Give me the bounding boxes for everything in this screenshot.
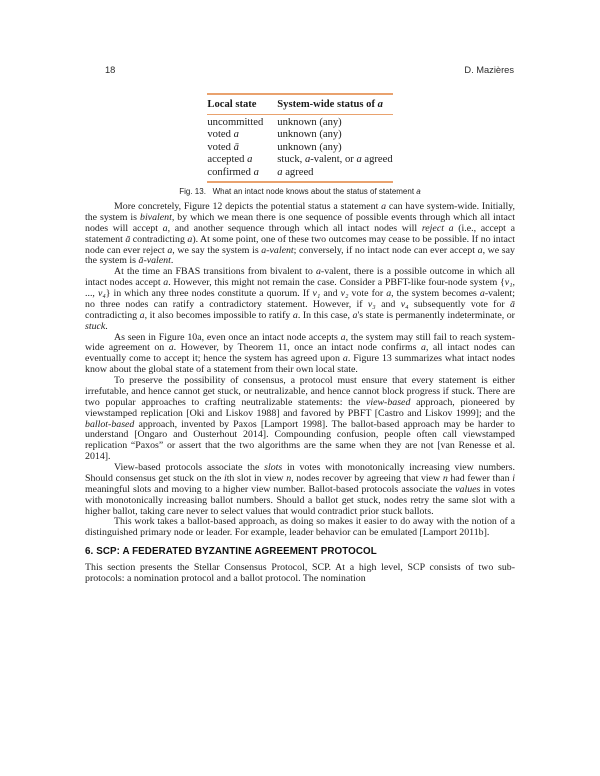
col-header-system-wide-status bbox=[277, 94, 392, 114]
text-segment: a bbox=[253, 166, 259, 178]
text-segment: a bbox=[315, 266, 321, 278]
text-segment: , the system becomes bbox=[391, 288, 480, 299]
text-segment: i bbox=[512, 472, 515, 484]
paragraph bbox=[85, 463, 515, 517]
text-segment: slots bbox=[264, 462, 283, 473]
text-segment: , and another sequence through which all intact nodes will bbox=[167, 222, 422, 234]
text-segment: a bbox=[477, 244, 483, 256]
text-segment: ; conversely, if no intact node can ever accept bbox=[293, 244, 478, 256]
table-row bbox=[207, 167, 392, 183]
text-segment: a bbox=[352, 309, 358, 321]
text-segment: th slot in view bbox=[226, 472, 287, 484]
text-segment: and bbox=[375, 298, 401, 310]
text-segment: a bbox=[416, 187, 421, 197]
table-cell bbox=[207, 114, 277, 129]
text-segment: a bbox=[479, 288, 485, 299]
text-segment: approach, invented by Paxos [Lamport 1998]. The ballot-based approach may be harder to understand [Ongaro and Ousterhout 2014]. Compounding confusion, people often call viewstamped replication “Paxos” or assert that the two algorithms are the same when they are not [van Renesse et al. 2014]. bbox=[85, 418, 515, 463]
text-segment: System-wide status of bbox=[277, 99, 378, 110]
table-cell bbox=[277, 129, 392, 142]
text-segment: More concretely, Figure 12 depicts the potential status a statement bbox=[114, 201, 382, 212]
running-author: D. Mazières bbox=[464, 65, 514, 75]
text-segment: n bbox=[442, 472, 448, 484]
text-segment: vote for bbox=[348, 288, 387, 299]
col-header-local-state bbox=[207, 94, 277, 114]
text-segment: v₁ bbox=[312, 288, 321, 299]
text-segment: in votes with monotonically increasing ballot numbers. Should a ballot get stuck, nodes retry the same slot with a higher ballot, taking care never to select values that would contradict prior stuck ballots. bbox=[85, 483, 515, 517]
text-segment: . In this case, bbox=[297, 309, 353, 321]
text-segment: } in which any three nodes constitute a quorum. If bbox=[105, 288, 313, 299]
text-segment: uncommitted bbox=[207, 116, 264, 128]
table-cell bbox=[207, 142, 277, 155]
text-segment: a bbox=[356, 154, 362, 166]
table-row bbox=[207, 114, 392, 129]
text-segment: v₁ bbox=[504, 277, 513, 289]
text-segment: v₄ bbox=[97, 288, 106, 299]
text-segment: Local state bbox=[207, 99, 257, 110]
text-segment: a bbox=[167, 244, 173, 256]
text-segment: v₄ bbox=[400, 298, 409, 310]
text-segment: n bbox=[286, 472, 292, 484]
text-segment: approach, pioneered by viewstamped replication [Oki and Liskov 1988] and favored by PBFT [Castro and Liskov 1999]; and the bbox=[85, 396, 515, 419]
text-segment: , by which we mean there is one sequence of possible events through which all intact nodes will accept bbox=[85, 211, 515, 234]
text-segment: stuck bbox=[85, 320, 106, 332]
table-cell bbox=[207, 129, 277, 142]
text-segment: -valent; no three nodes can ratify a contradictory statement. However, if bbox=[85, 288, 515, 310]
text-segment: unknown (any) bbox=[277, 116, 342, 128]
figure-caption bbox=[0, 187, 600, 196]
text-segment: voted bbox=[207, 141, 234, 153]
paragraph bbox=[85, 376, 515, 463]
text-segment: As seen in Figure 10a, even once an intact node accepts bbox=[114, 331, 341, 343]
text-segment: a bbox=[247, 154, 253, 166]
text-segment: i bbox=[223, 472, 227, 484]
text-segment: agreed bbox=[282, 166, 314, 178]
text-segment: a bbox=[168, 342, 174, 354]
table-row bbox=[207, 142, 392, 155]
text-segment: a bbox=[386, 288, 392, 299]
text-segment: . However, this might not remain the case. Consider a PBFT-like four-node system { bbox=[168, 277, 505, 289]
text-segment: a bbox=[233, 129, 239, 141]
text-segment: a bbox=[163, 277, 169, 289]
text-segment: view-based bbox=[365, 396, 411, 408]
text-segment: . Figure 13 summarizes what intact nodes know about the global state of a statement from their own local state. bbox=[85, 353, 515, 376]
text-segment: . However, by Theorem 11, once an intact node confirms bbox=[173, 342, 421, 354]
text-segment: and bbox=[320, 288, 341, 299]
text-segment: a bbox=[292, 309, 298, 321]
text-segment: -valent, or bbox=[310, 154, 357, 166]
text-segment: -valent, there is a possible outcome in which all intact nodes accept bbox=[85, 266, 515, 289]
text-segment: subsequently vote for bbox=[408, 298, 511, 310]
text-segment: a bbox=[340, 331, 346, 343]
paragraph bbox=[85, 517, 515, 539]
running-header bbox=[85, 65, 514, 75]
text-segment: in votes with monotonically increasing view numbers. Should consensus get stuck on the bbox=[85, 462, 515, 484]
figure-13 bbox=[0, 91, 600, 196]
text-segment: bivalent bbox=[140, 211, 172, 223]
text-column bbox=[85, 202, 515, 585]
text-segment: To preserve the possibility of consensus, a protocol must ensure that every statement is either irrefutable, and hence cannot get stuck, or neutralizable, and hence cannot block progress if stuck. There are two popular approaches to crafting neutralizable statements: the bbox=[85, 375, 515, 408]
text-segment: 's state is permanently indeterminate, or bbox=[357, 309, 515, 321]
text-segment: a bbox=[421, 342, 426, 354]
table-cell bbox=[277, 167, 392, 183]
text-segment: ā-valent bbox=[138, 255, 171, 267]
text-segment: values bbox=[455, 483, 481, 495]
text-segment: Fig. 13. What an intact node knows about the status of statement bbox=[179, 187, 417, 197]
table-cell bbox=[277, 154, 392, 167]
text-segment: meaningful slots and moving to a higher view number. Ballot-based protocols associate the bbox=[85, 483, 456, 495]
text-segment: , nodes recover by agreeing that view bbox=[291, 472, 443, 484]
table-row bbox=[207, 129, 392, 142]
body-paragraphs bbox=[85, 202, 515, 539]
text-segment: (i.e., accept a statement bbox=[85, 222, 515, 245]
paragraph bbox=[85, 267, 515, 332]
page-number: 18 bbox=[105, 65, 116, 75]
table-row bbox=[207, 154, 392, 167]
text-segment: , the system may still fail to reach system-wide agreement on bbox=[85, 331, 515, 354]
text-segment: confirmed bbox=[207, 166, 254, 178]
text-segment: v₂ bbox=[340, 288, 349, 299]
text-segment: ā bbox=[233, 141, 239, 153]
figure-table-body bbox=[207, 114, 392, 182]
text-segment: unknown (any) bbox=[277, 129, 342, 141]
text-segment: a bbox=[381, 201, 387, 212]
text-segment: View-based protocols associate the bbox=[114, 462, 265, 473]
text-segment: voted bbox=[207, 129, 234, 141]
table-cell bbox=[277, 142, 392, 155]
text-segment: , all intact nodes can eventually come to accept it; hence the system has agreed upon bbox=[85, 342, 515, 365]
text-segment: ). At some point, one of these two outcomes may cease to be possible. If no intact node can ever reject bbox=[85, 233, 515, 256]
text-segment: ā bbox=[125, 233, 131, 245]
text-segment: ballot-based bbox=[85, 418, 135, 430]
paragraph bbox=[85, 333, 515, 377]
figure-table-header-row bbox=[207, 94, 392, 114]
text-segment: a bbox=[187, 233, 193, 245]
text-segment: . bbox=[170, 255, 174, 267]
text-segment: At the time an FBAS transitions from bivalent to bbox=[114, 266, 316, 278]
text-segment: agreed bbox=[361, 154, 393, 166]
table-cell bbox=[207, 167, 277, 183]
text-segment: a bbox=[304, 154, 311, 166]
section-paragraphs bbox=[85, 563, 515, 585]
text-segment: contradicting bbox=[85, 309, 140, 321]
text-segment: contradicting bbox=[130, 233, 188, 245]
text-segment: v₃ bbox=[367, 298, 376, 310]
text-segment: a-valent bbox=[261, 244, 294, 256]
text-segment: unknown (any) bbox=[277, 141, 342, 153]
text-segment: . bbox=[105, 320, 108, 332]
text-segment: a bbox=[377, 99, 383, 110]
text-segment: a bbox=[139, 309, 145, 321]
table-cell bbox=[207, 154, 277, 167]
text-segment: , we say the system is bbox=[85, 244, 515, 267]
text-segment: , ..., bbox=[85, 277, 515, 299]
text-segment: can have system-wide. Initially, the system is bbox=[85, 201, 515, 223]
text-segment: , it also becomes impossible to ratify bbox=[144, 309, 293, 321]
text-segment: ā bbox=[510, 298, 515, 310]
text-segment: a bbox=[342, 353, 348, 365]
text-segment: accepted bbox=[207, 154, 248, 166]
text-segment: a bbox=[162, 222, 168, 234]
text-segment: , we say the system is bbox=[172, 244, 262, 256]
text-segment: reject a bbox=[421, 222, 454, 234]
paragraph bbox=[85, 563, 515, 585]
paragraph bbox=[85, 202, 515, 267]
text-segment: This work takes a ballot-based approach, as doing so makes it easier to do away with the notion of a distinguished primary node or leader. For example, leader behavior can be emulated [Lamport 2011b]. bbox=[85, 516, 515, 539]
table-cell bbox=[277, 114, 392, 129]
text-segment: This section presents the Stellar Consensus Protocol, SCP. At a high level, SCP consists of two sub-protocols: a nomination protocol and a ballot protocol. The nomination bbox=[85, 562, 515, 584]
text-segment: stuck, bbox=[277, 154, 305, 166]
section-heading: 6. SCP: A FEDERATED BYZANTINE AGREEMENT PROTOCOL bbox=[85, 546, 377, 558]
figure-table bbox=[207, 93, 392, 183]
text-segment: had fewer than bbox=[447, 472, 513, 484]
text-segment: a bbox=[277, 166, 283, 178]
